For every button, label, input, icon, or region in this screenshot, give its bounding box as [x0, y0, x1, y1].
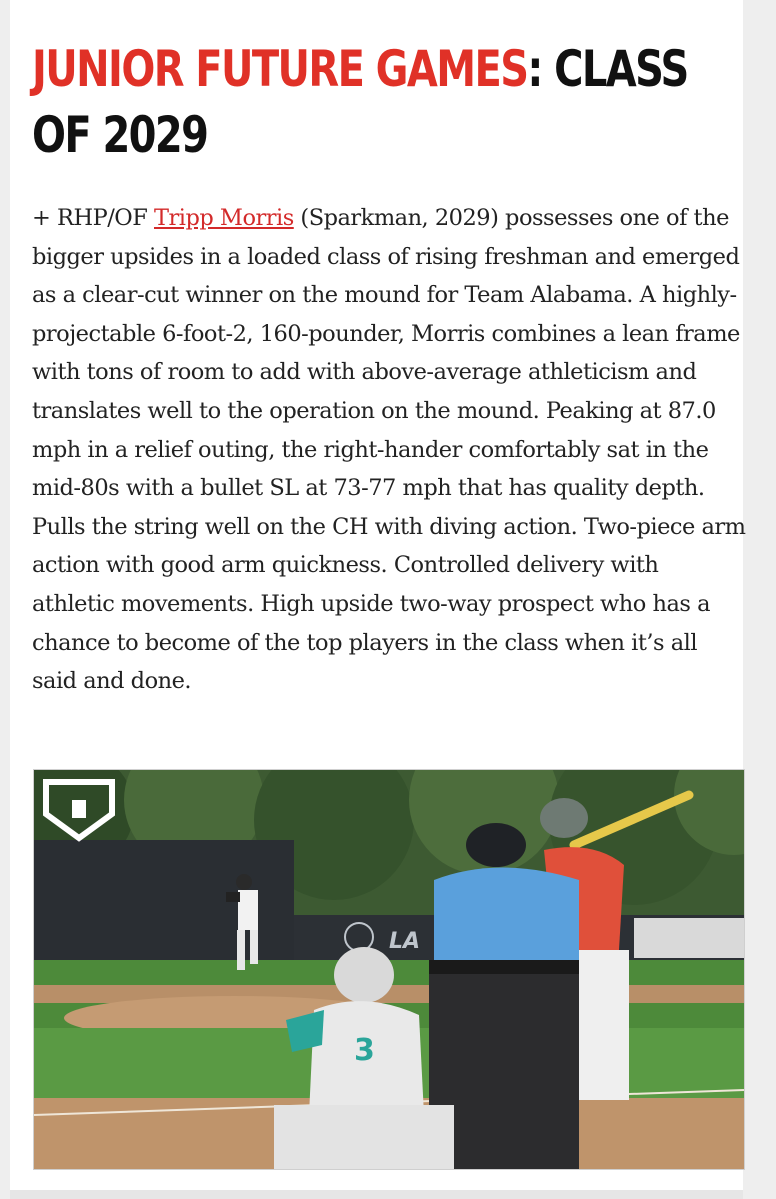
title-rest: : CLASS OF 2029	[32, 40, 688, 164]
bottom-divider	[10, 1190, 743, 1199]
player-link[interactable]: Tripp Morris	[154, 205, 294, 231]
game-photo	[33, 769, 745, 1170]
article-title	[32, 36, 720, 168]
article-card	[10, 0, 746, 1190]
catcher-number: 3	[354, 1033, 375, 1068]
body-prefix: + RHP/OF	[32, 205, 154, 231]
title-accent: JUNIOR FUTURE GAMES	[32, 40, 528, 98]
baseball-scene	[34, 770, 744, 1169]
wall-sign: LA	[389, 929, 421, 954]
article-body	[32, 199, 747, 701]
body-rest: (Sparkman, 2029) possesses one of the bigger upsides in a loaded class of rising freshman and emerged as a clear-cut winner on the mound for Team Alabama. A highly-projectable 6-foot-2, 160-pounder, Morris combines a lean frame with tons of room to add with above-average athleticism and translates well to the operation on the mound. Peaking at 87.0 mph in a relief outing, the right-hander comfortably sat in the mid-80s with a bullet SL at 73-77 mph that has quality depth. Pulls the string well on the CH with diving action. Two-piece arm action with good arm quickness. Controlled delivery with athletic movements. High upside two-way prospect who has a chance to become of the top players in the class when it’s all said and done.	[32, 205, 746, 695]
